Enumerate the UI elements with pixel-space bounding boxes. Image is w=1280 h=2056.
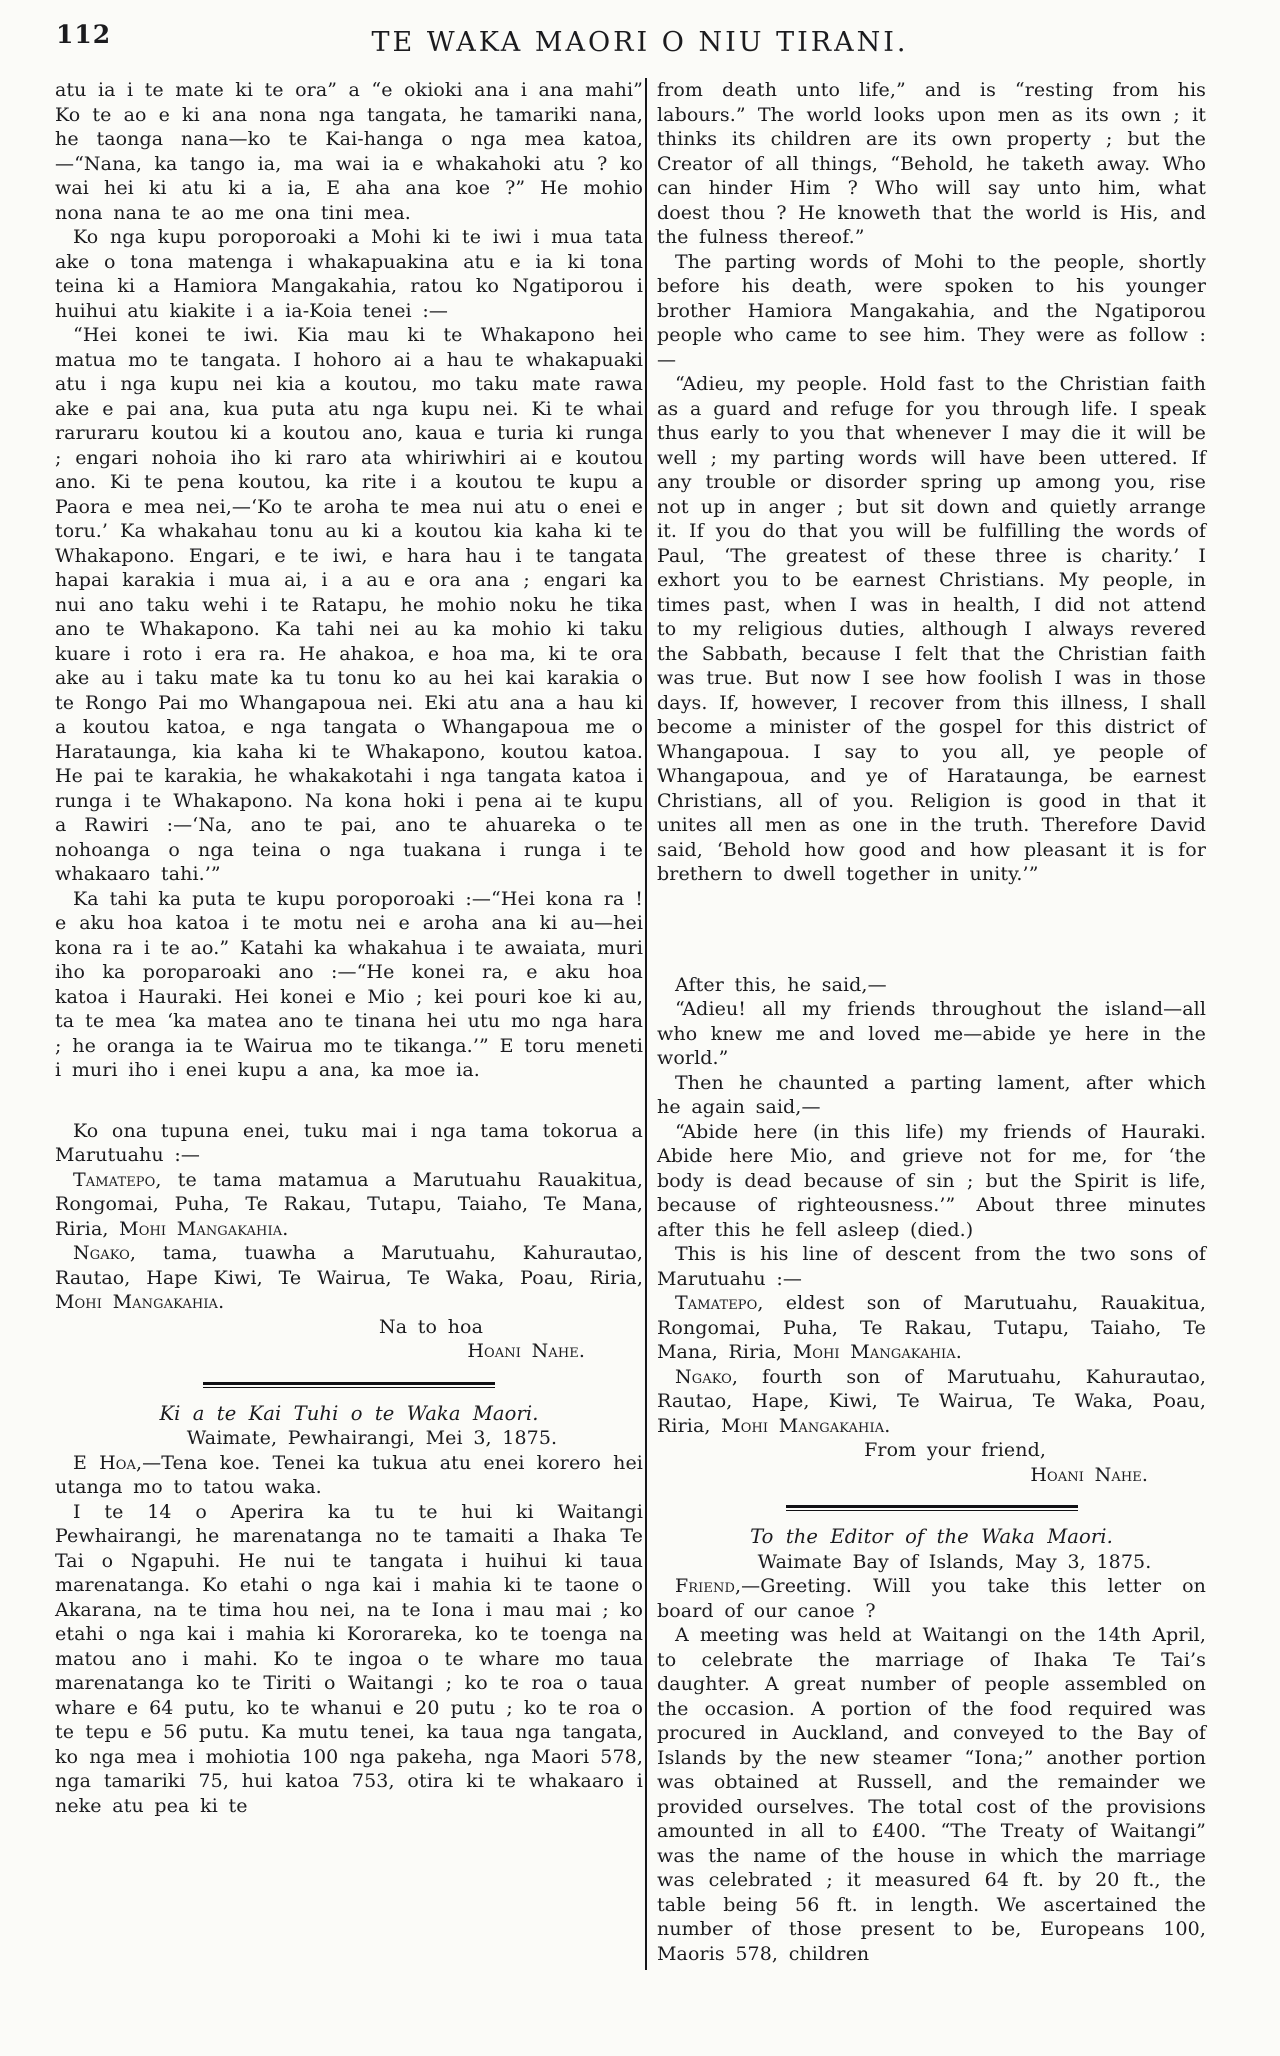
text-run: ,—Greeting. Will you take this letter on board of our canoe ? bbox=[657, 1575, 1206, 1622]
text-run: . bbox=[218, 1291, 225, 1313]
paragraph bbox=[55, 1451, 643, 1500]
dateline bbox=[657, 1550, 1206, 1575]
text-run: “Adieu, my people. Hold fast to the Christian faith as a guard and refuge for you through life. I speak thus early to you that whenever I may die it will be well ; my parting words will have been uttered. If any trouble or disorder spring up among you, rise not up in anger ; but sit down and quietly arrange it. If you do that you will be fulfilling the words of Paul, ‘The greatest of these three is charity.’ I exhort you to be earnest Christians. My people, in times past, when I was in health, I did not attend to my religious duties, although I always revered the Sabbath, because I felt that the Christian faith was true. But now I see how foolish I was in those days. If, however, I recover from this illness, I shall become a minister of the gospel for this district of Whangapoua. I say to you all, ye people of Whangapoua, and ye of Harataunga, be earnest Christians, all of you. Religion is good in that it unites all men as one in the truth. Therefore David said, ‘Behold how good and how pleasant it is for brethern to dwell together in unity.’” bbox=[657, 373, 1206, 885]
text-run: from death unto life,” and is “resting from his labours.” The world looks upon men as its own ; it thinks its children are its own property ; but the Creator of all things, “Behold, he taketh away. Who can hinder Him ? Who will say unto him, what doest thou ? He knoweth that the world is His, and the fulness thereof.” bbox=[657, 79, 1206, 248]
small-caps-name: Mohi Mangakahia bbox=[721, 1414, 885, 1437]
paragraph bbox=[657, 78, 1206, 250]
paragraph bbox=[657, 1574, 1206, 1623]
paragraph bbox=[657, 1242, 1206, 1291]
text-run: “Hei konei te iwi. Kia mau ki te Whakapono hei matua mo te tangata. I hohoro ai a hau te whakapuaki atu i nga kupu nei kia a koutou, mo taku mate rawa ake e pai ana, kua puta atu nga kupu nei. Ki te whai raruraru koutou ki a koutou ano, kaua e turia ki runga ; engari nohoia iho ki raro ata whiriwhiri ai e koutou ano. Ki te pena koutou, ka rite i a koutou te kupu a Paora e mea nei,—‘Ko te aroha te mea nui atu o enei e toru.’ Ka whakahau tonu au ki a koutou kia kaha ki te Whakapono. Engari, e te iwi, e hara hau i te tangata hapai karakia i mua ai, i a au e ora ana ; engari ka nui ano taku wehi i te Ratapu, he mohio noku he tika ano te Whakapono. Ka tahi nei au ka mohio ki taku kuare i roto i era ra. He ahakoa, e hoa ma, ki te ora ake au i taku mate ka tu tonu ko au hei kai karakia o te Rongo Pai mo Whangapoua nei. Eki atu ana a hau ki a koutou katoa, e nga tangata o Whangapoua me o Harataunga, kia kaha ki te Whakapono, koutou katoa. He pai te karakia, he whakakotahi i nga tangata katoa i runga i te Whakapono. Na kona hoki i pena ai te kupu a Rawiri :—‘Na, ano te pai, ano te ahuareka o te nohoanga o nga teina o nga tuakana i runga i te whakaaro tahi.’” bbox=[55, 324, 643, 885]
small-caps-name: Hoani Nahe. bbox=[467, 1340, 585, 1362]
signature-closing bbox=[657, 1438, 1206, 1463]
small-caps-name: Mohi Mangakahia bbox=[55, 1291, 219, 1313]
text-run: Ko ona tupuna enei, tuku mai i nga tama tokorua a Marutuahu :— bbox=[55, 1119, 643, 1166]
two-column-text-area bbox=[55, 78, 1280, 1970]
text-run: . bbox=[955, 1341, 962, 1363]
paragraph bbox=[55, 323, 643, 887]
paragraph bbox=[55, 1168, 643, 1242]
signature-name bbox=[55, 1339, 643, 1364]
paragraph bbox=[657, 372, 1206, 887]
paragraph bbox=[657, 1291, 1206, 1365]
right-column-english-text bbox=[647, 78, 1206, 1970]
text-run: “Adieu! all my friends throughout the island—all who knew me and loved me—abide ye here in the world.” bbox=[657, 998, 1206, 1069]
text-run: , tama, tuawha a Marutuahu, Kahurautao, Rautao, Hape Kiwi, Te Wairua, Te Waka, Poau, Riria, bbox=[55, 1242, 643, 1289]
text-run: From your friend, bbox=[864, 1439, 1046, 1461]
small-caps-name: Hoani Nahe. bbox=[1030, 1463, 1148, 1486]
text-run: A meeting was held at Waitangi on the 14th April, to celebrate the marriage of Ihaka Te Tai’s daughter. A great number of people assembled on the occasion. A portion of the food required was procured in Auckland, and conveyed to the Bay of Islands by the new steamer “Iona;” another portion was obtained at Russell, and the remainder we provided ourselves. The total cost of the provisions amounted in all to £400. “The Treaty of Waitangi” was the name of the house in which the marriage was celebrated ; it measured 64 ft. by 20 ft., the table being 56 ft. in length. We ascertained the number of those present to be, Europeans 100, Maoris 578, children bbox=[657, 1624, 1206, 1965]
paragraph bbox=[55, 225, 643, 323]
text-run: The parting words of Mohi to the people, shortly before his death, were spoken to his younger brother Hamiora Mangakahia, and the Ngatiporou people who came to see him. They were as follow :— bbox=[657, 250, 1206, 371]
small-caps-name: Tamatepo bbox=[675, 1292, 758, 1314]
paragraph bbox=[657, 973, 1206, 998]
paragraph bbox=[657, 997, 1206, 1071]
text-run: Ka tahi ka puta te kupu poroporoaki :—“Hei kona ra ! e aku hoa katoa i te motu nei e aroha ana ki au—hei kona ra i te ao.” Katahi ka whakahua i te awaiata, muri iho ka poroparoaki ano :—“He konei ra, e aku hoa katoa i Hauraki. Hei konei e Mio ; kei pouri koe ki au, ta te mea ‘ka matea ano te tinana hei utu mo nga hara ; he oranga ia te Wairua mo te tikanga.’” E toru meneti i muri iho i enei kupu a ana, ka moe ia. bbox=[55, 887, 643, 1081]
section-heading bbox=[657, 1525, 1206, 1550]
section-heading bbox=[55, 1402, 643, 1427]
text-run: , te tama matamua a Marutuahu Rauakitua, Rongomai, Puha, Te Rakau, Tutapu, Taiaho, Te Mana, Riria, bbox=[55, 1168, 643, 1240]
text-run: Waimate, Pewhairangi, Mei 3, 1875. bbox=[186, 1427, 558, 1449]
signature-name bbox=[657, 1463, 1206, 1488]
paragraph bbox=[657, 1120, 1206, 1243]
text-run: After this, he said,— bbox=[675, 973, 887, 996]
small-caps-name: Ngako bbox=[675, 1365, 732, 1388]
small-caps-name: Mohi Mangakahia bbox=[792, 1341, 956, 1363]
text-run: Then he chaunted a parting lament, after which he again said,— bbox=[657, 1071, 1206, 1118]
dateline bbox=[55, 1426, 643, 1451]
paragraph bbox=[657, 250, 1206, 373]
text-run: . bbox=[282, 1217, 289, 1240]
text-run: , fourth son of Marutuahu, Kahurautao, Rautao, Hape, Kiwi, Te Wairua, Te Waka, Poau, Riria, bbox=[657, 1365, 1206, 1437]
paragraph bbox=[657, 1365, 1206, 1439]
text-run: “Abide here (in this life) my friends of Hauraki. Abide here Mio, and grieve not for me, for ‘the body is dead because of sin ; but the Spirit is life, because of righteousness.’” About three minutes after this he fell asleep (died.) bbox=[657, 1120, 1206, 1241]
newspaper-title: TE WAKA MAORI O NIU TIRANI. bbox=[371, 27, 909, 58]
section-divider-rule bbox=[786, 1505, 1078, 1511]
text-run: Ki a te Kai Tuhi o te Waka Maori. bbox=[159, 1401, 539, 1425]
small-caps-name: E Hoa bbox=[73, 1451, 136, 1474]
small-caps-name: Friend bbox=[675, 1575, 735, 1597]
small-caps-name: Ngako bbox=[73, 1242, 130, 1264]
text-run: I te 14 o Aperira ka tu te hui ki Waitangi Pewhairangi, he marenatanga no te tamaiti a Ihaka Te Tai o Ngapuhi. He nui te tangata i huihui ki taua marenatanga. Ko etahi o nga kai i mahia ki te taone o Akarana, na te tima hou nei, na te Iona i mau mai ; ko etahi o nga kai i mahia ki Kororareka, ko te toenga na matou ano i mahi. Ko te ingoa o te whare mo taua marenatanga ko te Tiriti o Waitangi ; ko te roa o taua whare e 64 putu, ko te whanui e 20 putu ; ko te roa o te tepu e 56 putu. Ka mutu tenei, ka taua nga tangata, ko nga mea i mohiotia 100 nga pakeha, nga Maori 578, nga tamariki 75, hui katoa 753, otira ki te whakaaro i neke atu pea ki te bbox=[55, 1500, 643, 1817]
paragraph bbox=[657, 1623, 1206, 1966]
section-divider-rule bbox=[203, 1382, 495, 1388]
small-caps-name: Mohi Mangakahia bbox=[119, 1217, 283, 1240]
text-run: , eldest son of Marutuahu, Rauakitua, Rongomai, Puha, Te Rakau, Tutapu, Taiaho, Te Mana, Riria, bbox=[657, 1292, 1206, 1363]
paragraph bbox=[55, 1241, 643, 1315]
text-run: To the Editor of the Waka Maori. bbox=[750, 1525, 1113, 1548]
page-number: 112 bbox=[56, 20, 112, 49]
text-run: ,—Tena koe. Tenei ka tukua atu enei korero hei utanga mo to tatou waka. bbox=[55, 1451, 643, 1498]
paragraph bbox=[55, 887, 643, 1083]
paragraph bbox=[55, 78, 643, 225]
text-run: atu ia i te mate ki te ora” a “e okioki ana i ana mahi” Ko te ao e ki ana nona nga tangata, he tamariki nana, he taonga nana—ko te Kai-hanga o nga mea katoa,—“Nana, ka tango ia, ma wai ia e whakahoki atu ? ko wai hei ki atu ki a ia, E aha ana koe ?” He mohio nona nana te ao me ona tini mea. bbox=[55, 79, 643, 224]
text-run: Waimate Bay of Islands, May 3, 1875. bbox=[757, 1550, 1152, 1573]
text-run: Na to hoa bbox=[378, 1315, 483, 1338]
left-column-maori-text bbox=[55, 78, 647, 1970]
small-caps-name: Tamatepo bbox=[73, 1168, 156, 1191]
text-run: . bbox=[884, 1414, 891, 1437]
signature-closing bbox=[55, 1315, 643, 1340]
paragraph bbox=[55, 1119, 643, 1168]
paragraph bbox=[55, 1500, 643, 1819]
text-run: This is his line of descent from the two sons of Marutuahu :— bbox=[657, 1243, 1206, 1290]
text-run: Ko nga kupu poroporoaki a Mohi ki te iwi i mua tata ake o tona matenga i whakapuakina atu e ia ki tona teina ki a Hamiora Mangakahia, ratou ko Ngatiporou i huihui atu kiakite i a ia-Koia tenei :— bbox=[55, 226, 643, 322]
paragraph bbox=[657, 1071, 1206, 1120]
